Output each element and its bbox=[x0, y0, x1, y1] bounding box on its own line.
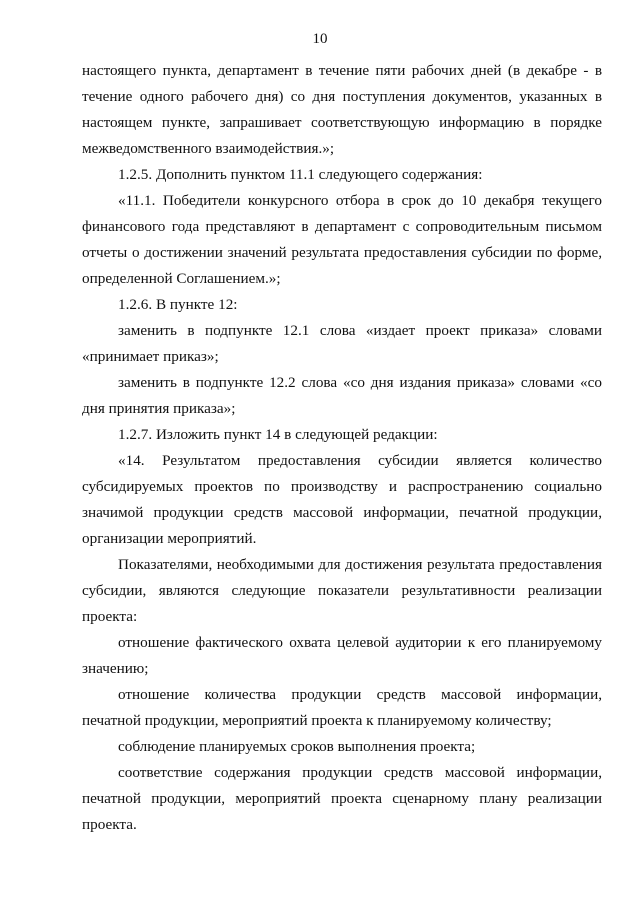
paragraph-1-2-5: 1.2.5. Дополнить пунктом 11.1 следующего содержания: bbox=[118, 166, 483, 183]
list-item-content-compliance: соответствие содержания продукции средств массовой информации, печатной продукции, мероприятий проекта сценарному плану реализации проекта. bbox=[82, 764, 602, 833]
paragraph-1-2-7: 1.2.7. Изложить пункт 14 в следующей редакции: bbox=[118, 426, 438, 443]
list-item-audience-coverage: отношение фактического охвата целевой аудитории к его планируемому значению; bbox=[82, 634, 602, 677]
paragraph-11-1-text: «11.1. Победители конкурсного отбора в срок до 10 декабря текущего финансового года представляют в департамент с сопроводительным письмом отчеты о достижении значений результата предоставления субсидии по форме, определенной Соглашением.»; bbox=[82, 192, 602, 287]
paragraph-indicators-intro: Показателями, необходимыми для достижения результата предоставления субсидии, являются следующие показатели результативности реализации проекта: bbox=[82, 556, 602, 625]
list-item-product-quantity: отношение количества продукции средств массовой информации, печатной продукции, мероприятий проекта к планируемому количеству; bbox=[82, 686, 602, 729]
paragraph-1-2-6: 1.2.6. В пункте 12: bbox=[118, 296, 238, 313]
paragraph-12-1-change: заменить в подпункте 12.1 слова «издает проект приказа» словами «принимает приказ»; bbox=[82, 322, 602, 365]
paragraph-14-result: «14. Результатом предоставления субсидии является количество субсидируемых проектов по производству и распространению социально значимой продукции средств массовой информации, печатной продукции, организации мероприятий. bbox=[82, 452, 602, 547]
document-body bbox=[82, 58, 602, 838]
paragraph-12-2-change: заменить в подпункте 12.2 слова «со дня издания приказа» словами «со дня принятия приказа»; bbox=[82, 374, 602, 417]
list-item-deadlines: соблюдение планируемых сроков выполнения проекта; bbox=[118, 738, 476, 755]
page-number: 10 bbox=[312, 31, 328, 47]
paragraph-continuation: настоящего пункта, департамент в течение пяти рабочих дней (в декабре - в течение одного рабочего дня) со дня поступления документов, указанных в настоящем пункте, запрашивает соответствующую информацию в порядке межведомственного взаимодействия.»; bbox=[82, 62, 602, 157]
